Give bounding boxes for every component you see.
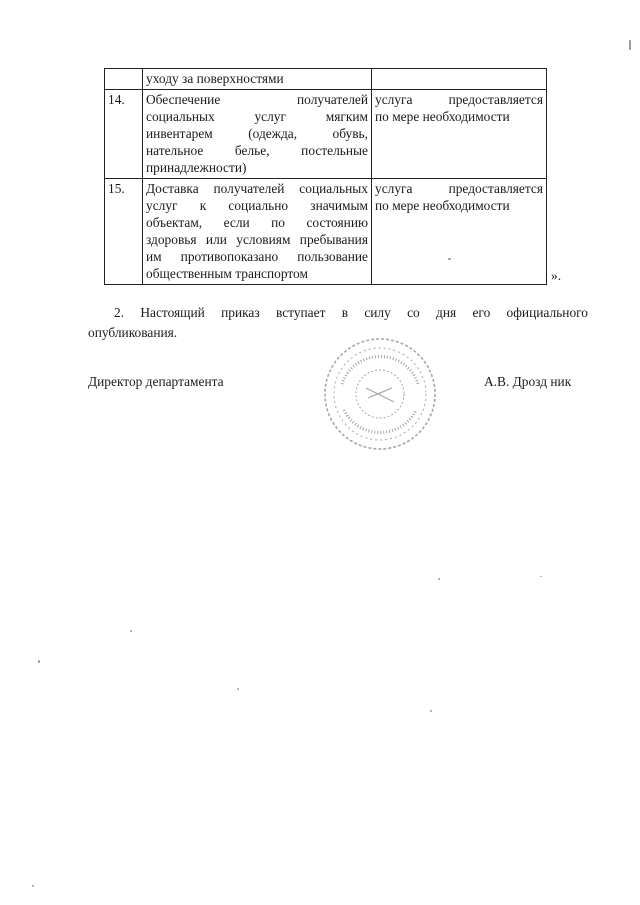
scan-speck bbox=[130, 630, 132, 632]
scan-speck bbox=[629, 40, 631, 50]
row-number: 14. bbox=[105, 90, 143, 179]
table-row bbox=[105, 179, 547, 285]
term-cell bbox=[372, 69, 547, 90]
row-number bbox=[105, 69, 143, 90]
signer-title: Директор департамента bbox=[88, 374, 224, 389]
services-table bbox=[104, 68, 547, 285]
service-cell: уходу за поверхностями bbox=[143, 69, 372, 90]
service-cell bbox=[143, 90, 372, 179]
service-cell bbox=[143, 179, 372, 285]
paragraph-line: 2. Настоящий приказ вступает в силу со дня его официального bbox=[114, 305, 588, 320]
term-line: услуга предоставляется bbox=[375, 181, 543, 196]
service-line: Доставка получателей социальных bbox=[146, 181, 368, 196]
official-seal-stamp bbox=[322, 336, 438, 452]
term-line: по мере необходимости bbox=[375, 109, 510, 124]
term-line: услуга предоставляется bbox=[375, 92, 543, 107]
table-row bbox=[105, 69, 547, 90]
service-line: им противопоказано пользование bbox=[146, 249, 368, 264]
service-line: инвентарем (одежда, обувь, bbox=[146, 126, 368, 141]
service-line: социальных услуг мягким bbox=[146, 109, 368, 124]
signer-name: А.В. Дрозд ник bbox=[484, 374, 572, 389]
scan-speck bbox=[540, 576, 542, 577]
service-line: объектам, если по состоянию bbox=[146, 215, 368, 230]
scan-speck bbox=[430, 710, 432, 712]
paragraph-line: опубликования. bbox=[88, 325, 178, 340]
term-cell bbox=[372, 90, 547, 179]
service-line: услуг к социально значимым bbox=[146, 198, 368, 213]
service-line: принадлежности) bbox=[146, 160, 247, 175]
term-cell bbox=[372, 179, 547, 285]
scan-speck bbox=[32, 885, 34, 887]
service-line: Обеспечение получателей bbox=[146, 92, 368, 107]
scan-speck bbox=[448, 258, 451, 260]
service-line: здоровья или условиям пребывания bbox=[146, 232, 368, 247]
scan-speck bbox=[438, 578, 440, 580]
row-number: 15. bbox=[105, 179, 143, 285]
service-line: общественным транспортом bbox=[146, 266, 308, 281]
table-row bbox=[105, 90, 547, 179]
scan-speck bbox=[38, 660, 40, 663]
closing-quote: ». bbox=[551, 268, 562, 283]
scan-speck bbox=[237, 688, 239, 690]
term-line: по мере необходимости bbox=[375, 198, 510, 213]
service-line: нательное белье, постельные bbox=[146, 143, 368, 158]
